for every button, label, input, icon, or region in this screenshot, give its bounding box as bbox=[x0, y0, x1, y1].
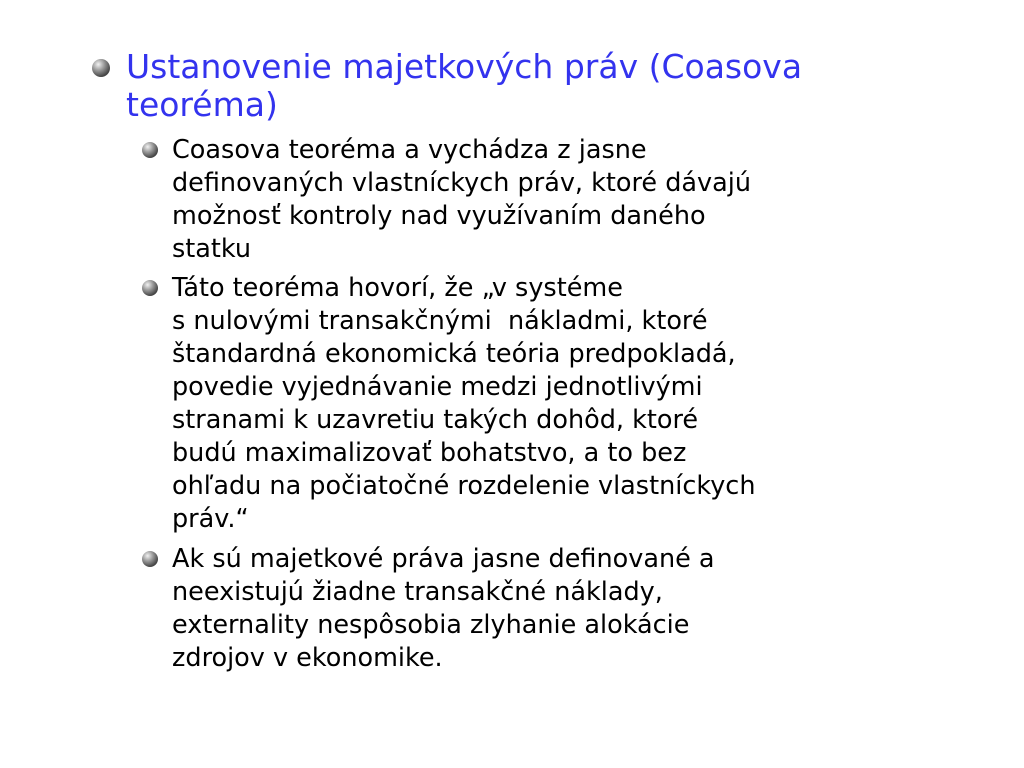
text-line: statku bbox=[172, 234, 252, 264]
text-line: Coasova teoréma a vychádza z jasne bbox=[172, 135, 647, 165]
heading-line: Ustanovenie majetkových práv (Coasova bbox=[126, 47, 803, 86]
text-line: externality nespôsobia zlyhanie alokácie bbox=[172, 610, 690, 640]
text-line: štandardná ekonomická teória predpokladá, bbox=[172, 339, 736, 369]
text-line: zdrojov v ekonomike. bbox=[172, 643, 443, 673]
heading-line: teoréma) bbox=[126, 85, 278, 124]
text-line: neexistujú žiadne transakčné náklady, bbox=[172, 577, 663, 607]
text-line: možnosť kontroly nad využívaním daného bbox=[172, 201, 706, 231]
bullet-point-theorem-statement bbox=[172, 272, 972, 536]
bullet-point-externalities bbox=[172, 543, 972, 675]
sphere-bullet-icon bbox=[92, 59, 110, 77]
text-line: Ak sú majetkové práva jasne definované a bbox=[172, 544, 715, 574]
text-line: definovaných vlastníckych práv, ktoré dávajú bbox=[172, 168, 752, 198]
text-line: budú maximalizovať bohatstvo, a to bez bbox=[172, 438, 687, 468]
text-line: povedie vyjednávanie medzi jednotlivými bbox=[172, 372, 703, 402]
bullet-point-ownership-rights bbox=[172, 134, 972, 266]
slide-heading bbox=[126, 48, 926, 124]
text-line: stranami k uzavretiu takých dohôd, ktoré bbox=[172, 405, 699, 435]
text-line: práv.“ bbox=[172, 504, 249, 534]
text-line: s nulovými transakčnými nákladmi, ktoré bbox=[172, 306, 708, 336]
text-line: Táto teoréma hovorí, že „v systéme bbox=[172, 273, 623, 303]
sphere-bullet-icon bbox=[142, 551, 158, 567]
text-line: ohľadu na počiatočné rozdelenie vlastníckych bbox=[172, 471, 756, 501]
sphere-bullet-icon bbox=[142, 280, 158, 296]
sphere-bullet-icon bbox=[142, 142, 158, 158]
